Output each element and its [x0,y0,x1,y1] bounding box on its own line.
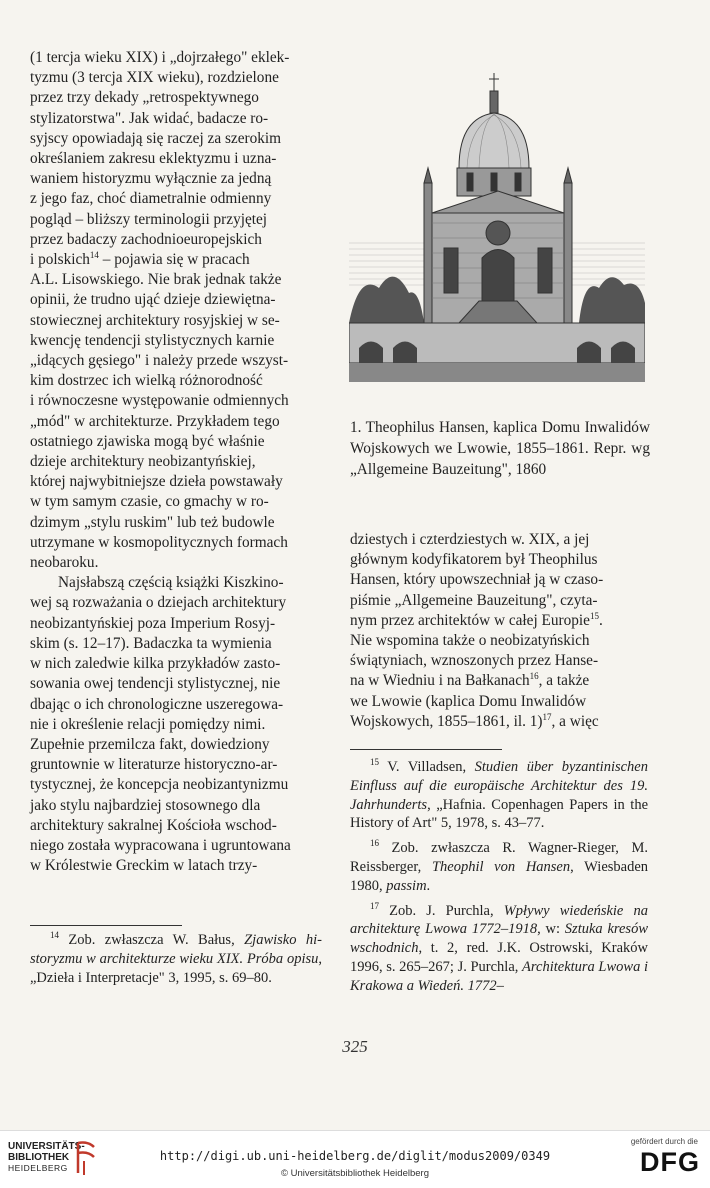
text-line: tyzmu (3 tercja XIX wieku), rozdzielone [30,69,279,87]
text-line: waniem historyzmu wyłącznie za jedną [30,170,272,188]
footnote-text [30,931,322,987]
text-line: neobizantyńskiej poza Imperium Rosyj- [30,614,276,632]
text-line: dzieje architektury neobizantyńskiej, [30,453,256,471]
footnote-fragment: V. Villadsen, [379,759,475,775]
footnote-title: Zjawisko hi-storyzmu w architekturze wieku XIX. Próba opisu [30,932,322,967]
text-line: przez trzy dekady „retrospektywnego [30,89,259,107]
text-line [350,611,650,631]
text-line: architektury sakralnej Kościoła wschod- [30,816,277,834]
text-line: dbając o ich chronologiczne uszeregowa- [30,695,284,713]
funded-by-label: gefördert durch die [630,1137,698,1146]
footnote-fragment: , „Hafnia. Copenhagen Papers in the History of Art" 5, 1978, s. 43–77. [350,796,648,832]
page-number: 325 [342,1037,368,1056]
digitization-footer [0,1130,710,1188]
text-fragment: i polskich [30,251,90,269]
footnote-rule-right [350,749,502,750]
caption-text: 1. Theophilus Hansen, kaplica Domu Inwalidów Wojskowych we Lwowie, 1855–1861. Repr. wg „Allgemeine Bauzeitung", 1860 [350,419,650,479]
text-line: neobaroku. [30,554,99,572]
footnote-15 [350,758,648,833]
library-line: UNIVERSITÄTS- [8,1141,85,1152]
text-fragment: – pojawia się w pracach [98,251,250,269]
footnote-ref-15[interactable]: 15 [589,610,599,621]
text-line: niego została wypracowana i ugruntowana [30,836,291,854]
footnote-fragment: Zob. zwłaszcza W. Bałus, [59,932,245,948]
text-line: skim (s. 12–17). Badaczka ta wymienia [30,634,272,652]
footnote-ref-16[interactable]: 16 [529,671,539,682]
text-line: w Królestwie Greckim w latach trzy- [30,857,258,875]
text-line: nie i określenie relacji pomiędzy nimi. [30,715,266,733]
text-line: przez badaczy zachodnioeuropejskich [30,230,262,248]
text-fragment: Wojskowych, 1855–1861, il. 1) [350,712,543,730]
text-line: kwencję tendencji stylistycznych karnie [30,331,275,349]
footnote-16 [350,839,648,895]
text-line: Nie wspomina także o neobizatyńskich [350,632,590,650]
text-line [350,712,650,732]
text-line: syjscy opowiadają się raczej za szerokim [30,129,282,147]
left-column [30,48,322,876]
text-line: dzimym „stylu ruskim" lub też budowle [30,513,275,531]
copyright-notice: © Universitätsbibliothek Heidelberg [281,1168,429,1179]
footnote-title: passim [386,877,427,894]
chapel-engraving-figure [349,73,645,382]
text-line [30,250,322,270]
dfg-logo: DFG [640,1147,700,1177]
text-line: której najwybitniejsze dzieła powstawały [30,473,283,491]
text-line: Hansen, który upowszechniał ją w czaso- [350,571,604,589]
right-footnotes [350,758,648,996]
text-line: piśmie „Allgemeine Bauzeitung", czyta- [350,591,598,609]
text-fragment: na w Wiedniu i na Bałkanach [350,672,530,690]
text-line: sowania owej tendencji stylistycznej, nie [30,675,281,693]
text-line: „idących gęsiego" i należy przede wszyst- [30,352,289,370]
figure-caption [350,402,650,496]
text-line: głównym kodyfikatorem był Theophilus [350,551,598,569]
text-line: A.L. Lisowskiego. Nie brak jednak także [30,271,282,289]
footnote-title: Studien über byzantinischen Einfluss auf die europäische Architektur des 19. Jahrhunderts [350,759,648,813]
footnote-fragment: , w: [537,921,565,938]
text-line: z jego faz, choć diametralnie odmienny [30,190,272,208]
footnote-fragment: , Wiesbaden 1980, [350,858,649,894]
text-line: „mód" w architekturze. Przykładem tego [30,412,280,430]
text-line: w tym samym czasie, co gmachy w ro- [30,493,269,511]
text-line: świątyniach, wznoszonych przez Hanse- [350,652,599,670]
footnote-title: Theophil von Hansen [431,858,571,875]
footnote-number: 15 [370,757,379,768]
footnote-fragment: Zob. zwłaszcza R. Wagner-Rieger, M. Reissberger, [350,840,648,875]
right-paragraph [350,530,650,732]
text-fragment: . [598,611,603,629]
text-line: opinii, że trudno ująć dzieje dziewiętna- [30,291,276,309]
footnote-14 [30,931,322,987]
footnote-title: Wpływy wiedeńskie na architekturę Lwowa 1772–1918 [350,902,649,938]
text-fragment: nym przez architektów w całej Europie [350,611,590,629]
text-line: pogląd – bliższy terminologii przyjętej [30,210,268,228]
right-column [350,530,650,732]
left-paragraph-2 [30,573,322,876]
text-line [350,671,650,691]
text-line: wej są rozważania o dziejach architektury [30,594,287,612]
footnote-number: 16 [370,838,379,849]
footnote-ref-17[interactable]: 17 [542,711,552,722]
text-fragment: , a więc [551,712,599,730]
footnote-ref-14[interactable]: 14 [89,249,99,260]
text-line: ostatniego zjawiska mogą być właśnie [30,432,265,450]
left-paragraph-1 [30,48,322,573]
library-line: BIBLIOTHEK [8,1152,70,1163]
text-line: dziestych i czterdziestych w. XIX, a jej [350,531,590,548]
footnote-title: Sztuka kresów wschodnich [350,921,648,957]
text-line: stowiecznej architektury rosyjskiej w se- [30,311,280,329]
footnote-number: 17 [370,900,379,911]
footnote-title: Architektura Lwowa i Krakowa a Wiedeń. 1772– [350,958,649,994]
engraving-illustration [349,73,645,382]
text-line: we Lwowie (kaplica Domu Inwalidów [350,692,587,710]
footnote-fragment: , „Dzieła i Interpretacje" 3, 1995, s. 69–80. [30,950,322,986]
text-line: tystycznej, że koncepcja neobizantynizmu [30,776,289,794]
text-line: kim dostrzec ich wielką różnorodność [30,372,263,390]
text-fragment: , a także [538,672,590,690]
text-line: określaniem zakresu eklektyzmu i uzna- [30,150,277,168]
text-line: (1 tercja wieku XIX) i „dojrzałego" eklek- [30,49,290,66]
footnote-17 [350,902,648,996]
footnote-fragment: Zob. J. Purchla, [379,902,504,919]
text-line: stylizatorstwa". Jak widać, badacze ro- [30,109,269,127]
library-line: HEIDELBERG [8,1163,68,1173]
text-line: utrzymane w kosmopolitycznych formach [30,533,288,551]
text-line: w nich zaledwie kilka przykładów zasto- [30,655,281,673]
text-line: i równoczesne występowanie odmiennych [30,392,289,410]
text-line: gruntownie w literaturze historyczno-ar- [30,756,278,774]
permalink-url[interactable]: http://digi.ub.uni-heidelberg.de/diglit/modus2009/0349 [159,1149,551,1163]
footnote-fragment: , t. 2, red. J.K. Ostrowski, Kraków 1996, s. 265–267; J. Purchla, [350,940,648,975]
text-line: Najsłabszą częścią książki Kiszkino- [58,574,284,592]
footnote-fragment: . [426,877,431,894]
footnote-number: 14 [50,930,59,941]
text-line: Zupełnie przemilcza fakt, dowiedziony [30,735,270,753]
text-line: jako stylu najbardziej stosownego dla [30,796,261,814]
footnote-rule-left [30,925,182,926]
